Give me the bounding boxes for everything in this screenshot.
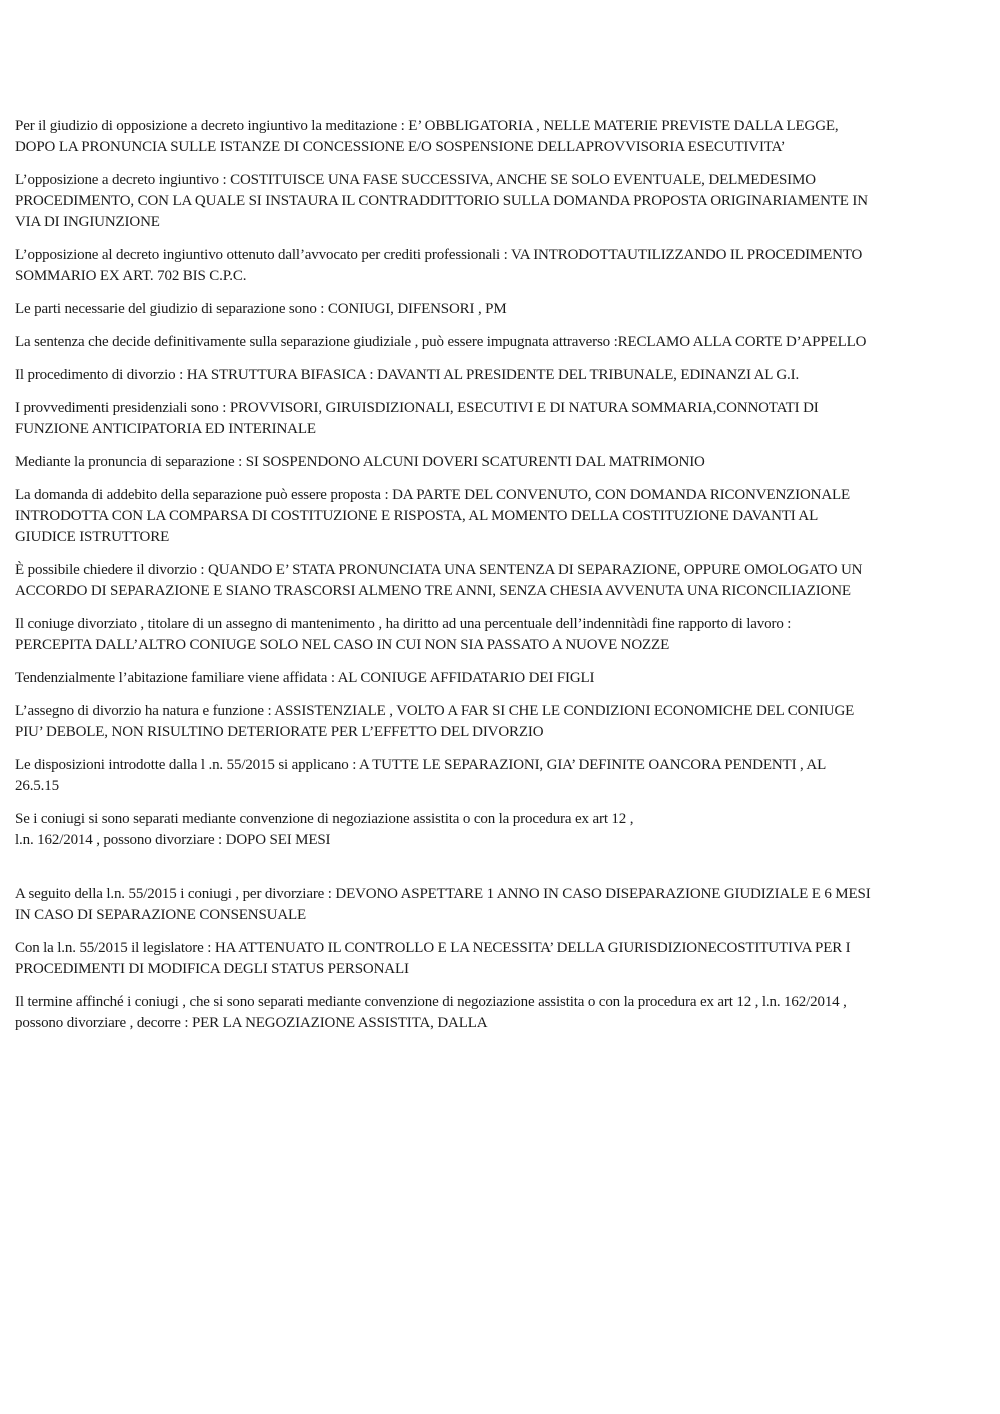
paragraph-7: I provvedimenti presidenziali sono : PROVVISORI, GIRUISDIZIONALI, ESECUTIVI E DI NATURA SOMMARIA,CONNOTATI DI FUNZIONE ANTICIPATORIA ED INTERINALE (15, 400, 819, 437)
paragraph-18: Il termine affinché i coniugi , che si sono separati mediante convenzione di negoziazione assistita o con la procedura ex art 12 , l.n. 162/2014 , possono divorziare , decorre : PER LA NEGOZIAZIONE ASSISTITA, DALLA (15, 994, 847, 1031)
paragraph-14: Le disposizioni introdotte dalla l .n. 55/2015 si applicano : A TUTTE LE SEPARAZIONI, GIA’ DEFINITE OANCORA PENDENTI , AL 26.5.15 (15, 757, 827, 794)
document-page (15, 116, 1000, 1046)
paragraph-16: A seguito della l.n. 55/2015 i coniugi , per divorziare : DEVONO ASPETTARE 1 ANNO IN CASO DISEPARAZIONE GIUDIZIALE E 6 MESI IN CASO DI SEPARAZIONE CONSENSUALE (15, 886, 871, 923)
paragraph-1: Per il giudizio di opposizione a decreto ingiuntivo la meditazione : E’ OBBLIGATORIA , NELLE MATERIE PREVISTE DALLA LEGGE, DOPO LA PRONUNCIA SULLE ISTANZE DI CONCESSIONE E/O SOSPENSIONE DELLAPROVVISORIA ESECUTIVITA’ (15, 118, 839, 155)
paragraph-15: Se i coniugi si sono separati mediante convenzione di negoziazione assistita o con la procedura ex art 12 , l.n. 162/2014 , possono divorziare : DOPO SEI MESI (15, 811, 634, 848)
paragraph-4: Le parti necessarie del giudizio di separazione sono : CONIUGI, DIFENSORI , PM (15, 301, 507, 317)
paragraph-6: Il procedimento di divorzio : HA STRUTTURA BIFASICA : DAVANTI AL PRESIDENTE DEL TRIBUNALE, EDINANZI AL G.I. (15, 367, 800, 383)
paragraph-8: Mediante la pronuncia di separazione : SI SOSPENDONO ALCUNI DOVERI SCATURENTI DAL MATRIMONIO (15, 454, 705, 470)
paragraph-10: È possibile chiedere il divorzio : QUANDO E’ STATA PRONUNCIATA UNA SENTENZA DI SEPARAZIONE, OPPURE OMOLOGATO UN ACCORDO DI SEPARAZIONE E SIANO TRASCORSI ALMENO TRE ANNI, SENZA CHESIA AVVENUTA UNA RICONCILIAZIONE (15, 562, 863, 599)
paragraph-9: La domanda di addebito della separazione può essere proposta : DA PARTE DEL CONVENUTO, CON DOMANDA RICONVENZIONALE INTRODOTTA CON LA COMPARSA DI COSTITUZIONE E RISPOSTA, AL MOMENTO DELLA COSTITUZIONE DAVANTI AL GIUDICE ISTRUTTORE (15, 487, 851, 545)
paragraph-11: Il coniuge divorziato , titolare di un assegno di mantenimento , ha diritto ad una percentuale dell’indennitàdi fine rapporto di lavoro : PERCEPITA DALL’ALTRO CONIUGE SOLO NEL CASO IN CUI NON SIA PASSATO A NUOVE NOZZE (15, 616, 792, 653)
paragraph-12: Tendenzialmente l’abitazione familiare viene affidata : AL CONIUGE AFFIDATARIO DEI FIGLI (15, 670, 595, 686)
paragraph-3: L’opposizione al decreto ingiuntivo ottenuto dall’avvocato per crediti professionali : VA INTRODOTTAUTILIZZANDO IL PROCEDIMENTO SOMMARIO EX ART. 702 BIS C.P.C. (15, 247, 863, 284)
paragraph-5: La sentenza che decide definitivamente sulla separazione giudiziale , può essere impugnata attraverso :RECLAMO ALLA CORTE D’APPELLO (15, 334, 867, 350)
paragraph-13: L’assegno di divorzio ha natura e funzione : ASSISTENZIALE , VOLTO A FAR SI CHE LE CONDIZIONI ECONOMICHE DEL CONIUGE PIU’ DEBOLE, NON RISULTINO DETERIORATE PER L’EFFETTO DEL DIVORZIO (15, 703, 855, 740)
paragraph-17: Con la l.n. 55/2015 il legislatore : HA ATTENUATO IL CONTROLLO E LA NECESSITA’ DELLA GIURISDIZIONECOSTITUTIVA PER I PROCEDIMENTI DI MODIFICA DEGLI STATUS PERSONALI (15, 940, 851, 977)
paragraph-2: L’opposizione a decreto ingiuntivo : COSTITUISCE UNA FASE SUCCESSIVA, ANCHE SE SOLO EVENTUALE, DELMEDESIMO PROCEDIMENTO, CON LA QUALE SI INSTAURA IL CONTRADDITTORIO SULLA DOMANDA PROPOSTA ORIGINARIAMENTE IN VIA DI INGIUNZIONE (15, 172, 868, 230)
